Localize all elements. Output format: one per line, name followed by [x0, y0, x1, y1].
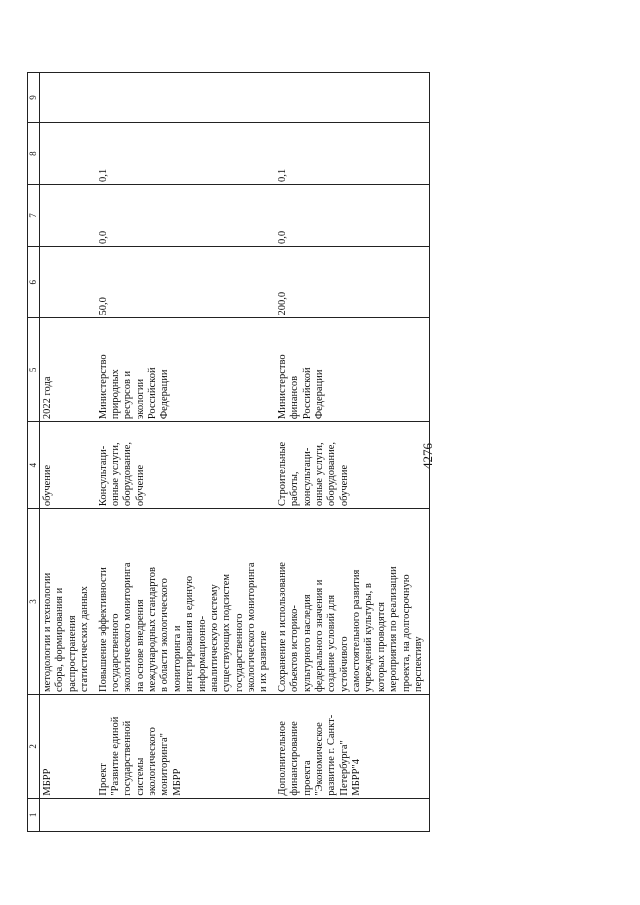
table-row	[96, 73, 275, 832]
cell-expenses: Консультаци- онные услуги, оборудование, обучение	[96, 422, 275, 509]
cell-col9	[275, 73, 430, 123]
cell-executor: Министерство финансов Российской Федерации	[275, 318, 430, 422]
cell-col6	[40, 247, 96, 318]
cell-number	[96, 798, 275, 831]
cell-col6: 200,0	[275, 247, 430, 318]
rotated-table-container	[27, 72, 613, 832]
cell-number	[275, 798, 430, 831]
financing-table	[27, 72, 430, 832]
column-header: 6	[28, 247, 40, 318]
cell-goal: методологии и технологии сбора, формирования и распространения статистических данных	[40, 509, 96, 695]
cell-col6: 50,0	[96, 247, 275, 318]
cell-col8: 0,1	[275, 123, 430, 185]
table-row	[40, 73, 96, 832]
cell-expenses: обучение	[40, 422, 96, 509]
cell-project: МБРР	[40, 694, 96, 798]
cell-col7	[40, 185, 96, 247]
column-header: 3	[28, 509, 40, 695]
column-header: 8	[28, 123, 40, 185]
table-row	[275, 73, 430, 832]
cell-col8: 0,1	[96, 123, 275, 185]
cell-goal: Сохранение и использование объектов историко- культурного наследия федерального значения и создание условий для устойчивого самостоятельного развития учреждений культуры, в которых проводятся мероприятия по реализации проекта, на долгосрочную перспективу	[275, 509, 430, 695]
column-header: 4	[28, 422, 40, 509]
cell-goal: Повышение эффективности государственного экологического мониторинга на основе внедрения международных стандартов в области экологического мониторинга и интегрирования в единую информационно- аналитическую систему существующих подсистем государственного экологического мониторинга и их развитие	[96, 509, 275, 695]
cell-executor: 2022 года	[40, 318, 96, 422]
column-header: 5	[28, 318, 40, 422]
cell-project: Проект "Развитие единой государственной системы экологического мониторинга" МБРР	[96, 694, 275, 798]
cell-col7: 0,0	[275, 185, 430, 247]
column-header: 9	[28, 73, 40, 123]
column-header: 7	[28, 185, 40, 247]
cell-expenses: Строительные работы, консультаци- онные услуги, оборудование, обучение	[275, 422, 430, 509]
cell-col9	[96, 73, 275, 123]
cell-executor: Министерство природных ресурсов и экологии Российской Федерации	[96, 318, 275, 422]
page-number: 4276	[420, 443, 435, 469]
column-header: 1	[28, 798, 40, 831]
header-row	[28, 73, 40, 832]
cell-col7: 0,0	[96, 185, 275, 247]
cell-number	[40, 798, 96, 831]
cell-col9	[40, 73, 96, 123]
cell-project: Дополнительное финансирование проекта "Экономическое развитие г. Санкт- Петербурга" МБРР"4	[275, 694, 430, 798]
cell-col8	[40, 123, 96, 185]
column-header: 2	[28, 694, 40, 798]
